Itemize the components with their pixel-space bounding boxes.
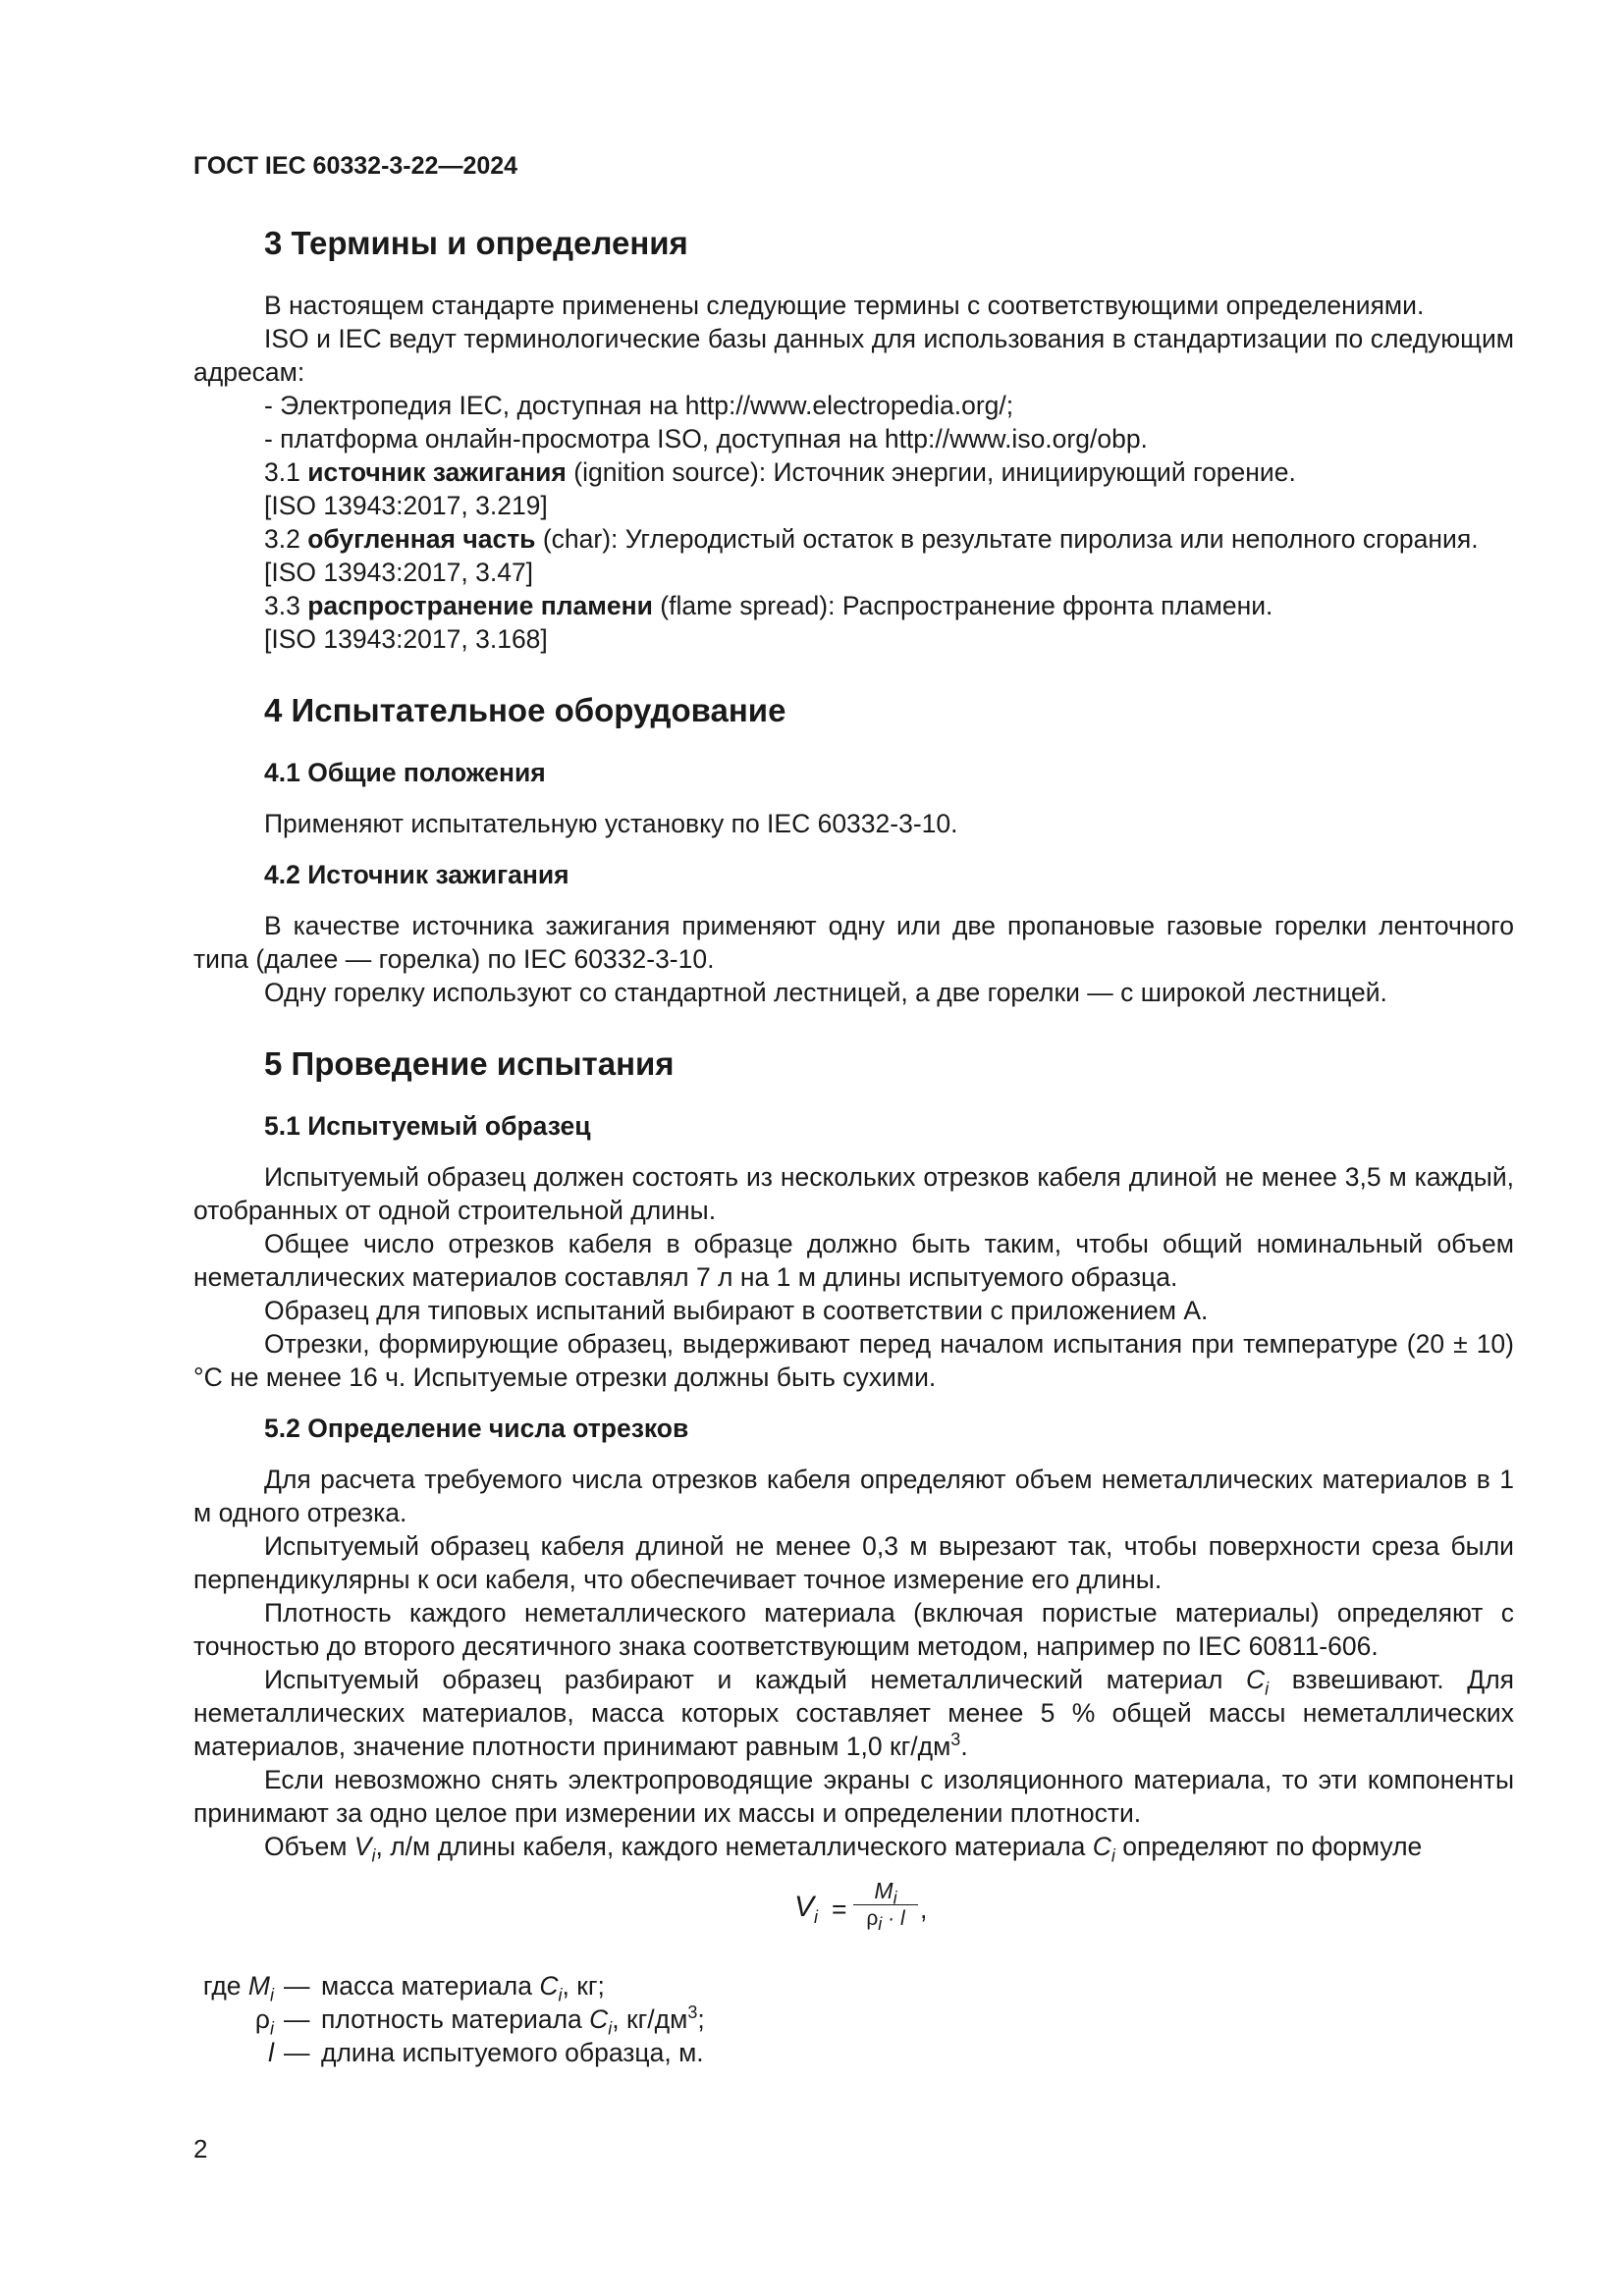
term-name: источник зажигания — [307, 457, 567, 487]
text-run: Объем — [264, 1832, 354, 1861]
paragraph: В качестве источника зажигания применяют одну или две пропановые газовые горелки ленточного типа (далее — горелка) по IEC 60332-3-10. — [193, 911, 1514, 974]
legend-dash: — — [284, 1971, 310, 2001]
formula-equals: = — [832, 1895, 847, 1924]
legend-dash: — — [284, 2004, 310, 2034]
legend-row — [193, 1969, 1514, 2005]
paragraph: В настоящем стандарте применены следующие термины с соответствующими определениями. — [264, 291, 1425, 320]
legend-row — [193, 2036, 1514, 2069]
term-reference: [ISO 13943:2017, 3.47] — [264, 558, 534, 587]
term-definition: (ignition source): Источник энергии, инициирующий горение. — [566, 457, 1296, 487]
paragraph: Отрезки, формирующие образец, выдерживают перед началом испытания при температуре (20 ± 10) °С не менее 16 ч. Испытуемые отрезки должны быть сухими. — [193, 1329, 1514, 1392]
superscript: 3 — [950, 1730, 961, 1750]
term-reference: [ISO 13943:2017, 3.219] — [264, 491, 548, 520]
paragraph: Плотность каждого неметаллического материала (включая пористые материалы) определяют с точностью до второго десятичного знака соответствующим методом, например по IEC 60811-606. — [193, 1598, 1514, 1661]
paragraph: Испытуемый образец должен состоять из нескольких отрезков кабеля длиной не менее 3,5 м каждый, отобранных от одной строительной длины. — [193, 1162, 1514, 1225]
subsection-4-1-title: 4.1 Общие положения — [264, 758, 546, 787]
legend-symbol: $\rho_i$ — [254, 2004, 274, 2039]
term-name: распространение пламени — [307, 591, 653, 620]
legend-symbol: l — [268, 2038, 274, 2067]
symbol-vi: $V_i$ — [353, 1832, 376, 1866]
page-number: 2 — [193, 2134, 208, 2163]
where-word: где — [202, 1971, 242, 2001]
term-3-2 — [193, 522, 1514, 556]
term-number: 3.3 — [264, 591, 300, 620]
paragraph: Для расчета требуемого числа отрезков кабеля определяют объем неметаллических материалов в 1 м одного отрезка. — [193, 1465, 1514, 1527]
paragraph: Если невозможно снять электропроводящие экраны с изоляционного материала, то эти компоненты принимают за одно целое при измерении их массы и определении плотности. — [193, 1765, 1514, 1828]
text-run: Испытуемый образец разбирают и каждый неметаллический материал — [264, 1665, 1247, 1694]
symbol-ci: $C_i$ — [1092, 1832, 1115, 1866]
text-run: , л/м длины кабеля, каждого неметаллического материала — [375, 1832, 1093, 1861]
formula-numerator: $M_i$ — [853, 1877, 918, 1905]
text-run: определяют по формуле — [1114, 1832, 1423, 1861]
term-number: 3.1 — [264, 457, 300, 487]
formula-lhs: $V_i$ — [794, 1891, 819, 1927]
subsection-5-2-title: 5.2 Определение числа отрезков — [264, 1414, 689, 1443]
link-line: - платформа онлайн-просмотра ISO, доступная на http://www.iso.org/obp. — [264, 424, 1148, 454]
legend-text: масса материала $C_i$, кг; — [321, 1971, 605, 2005]
legend-row — [193, 2002, 1514, 2039]
term-number: 3.2 — [264, 524, 300, 554]
paragraph: Испытуемый образец разбирают и каждый неметаллический материал $C_i$ взвешивают. Для неметаллических материалов, масса которых составляет менее 5 % общей массы неметаллических материалов, значение плотности принимают равным 1,0 $кг/дм^3$. — [193, 1665, 1515, 1761]
link-line: - Электропедия IEC, доступная на http://www.electropedia.org/; — [264, 391, 1014, 420]
paragraph: ISO и IEC ведут терминологические базы данных для использования в стандартизации по следующим адресам: — [193, 324, 1514, 387]
legend-dash: — — [284, 2038, 310, 2067]
paragraph — [193, 1830, 1514, 1866]
paragraph: Образец для типовых испытаний выбирают в соответствии с приложением А. — [264, 1296, 1209, 1325]
symbol-ci: $C_i$ — [1246, 1665, 1270, 1699]
formula-comma: , — [920, 1895, 928, 1924]
section-3-title: 3 Термины и определения — [264, 225, 688, 261]
formula-denominator: $\rho_i \cdot l$ — [866, 1907, 905, 1935]
term-name: обугленная часть — [307, 524, 536, 554]
formula-fraction — [853, 1877, 918, 1933]
text-run: взвешивают. Для неметаллических материалов, масса которых составляет менее 5 % общей массы неметаллических материалов, значение плотности принимают равным 1,0 кг/дм — [193, 1665, 1515, 1761]
section-5-title: 5 Проведение испытания — [264, 1045, 675, 1082]
term-3-3 — [193, 589, 1514, 622]
page-content — [193, 224, 1514, 2069]
legend-symbol: где $M_i$ — [202, 1971, 274, 2005]
paragraph: Одну горелку используют со стандартной лестницей, а две горелки — с широкой лестницей. — [264, 978, 1387, 1007]
formula — [193, 1871, 1514, 1959]
term-3-1 — [193, 455, 1514, 489]
document-code: ГОСТ IEC 60332-3-22—2024 — [193, 152, 518, 180]
term-definition: (flame spread): Распространение фронта пламени. — [652, 591, 1273, 620]
variable-legend — [193, 1969, 1514, 2069]
paragraph: Применяют испытательную установку по IEC 60332-3-10. — [264, 809, 958, 838]
term-definition: (char): Углеродистый остаток в результате пиролиза или неполного сгорания. — [535, 524, 1479, 554]
subsection-4-2-title: 4.2 Источник зажигания — [264, 860, 569, 889]
paragraph: Общее число отрезков кабеля в образце должно быть таким, чтобы общий номинальный объем неметаллических материалов составлял 7 л на 1 м длины испытуемого образца. — [193, 1229, 1514, 1292]
legend-text: длина испытуемого образца, м. — [321, 2038, 704, 2067]
legend-text: плотность материала $C_i$, $кг/дм^3$; — [321, 2002, 705, 2039]
section-4-title: 4 Испытательное оборудование — [264, 692, 786, 728]
subsection-5-1-title: 5.1 Испытуемый образец — [264, 1111, 591, 1141]
term-reference: [ISO 13943:2017, 3.168] — [264, 624, 548, 654]
paragraph: Испытуемый образец кабеля длиной не менее 0,3 м вырезают так, чтобы поверхности среза были перпендикулярны к оси кабеля, что обеспечивает точное измерение его длины. — [193, 1531, 1514, 1594]
